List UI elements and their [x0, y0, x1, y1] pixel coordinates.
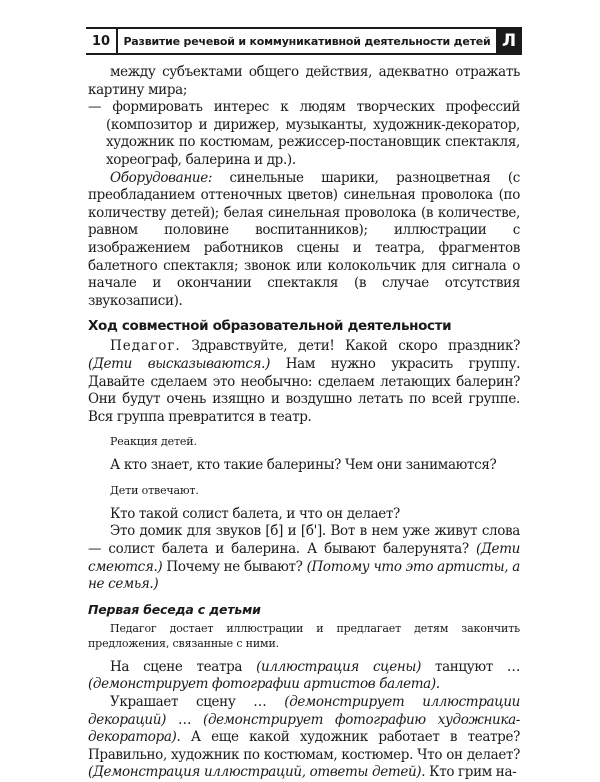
list-item: — формировать интерес к людям творческих профессий (композитор и дирижер, музыканты, художник-декоратор, художник по костюмам, режиссер-постановщик спектакля, хореограф, балерина и др.). — [88, 99, 520, 168]
speaker-label: Педагог. — [110, 338, 181, 355]
paragraph: Это домик для звуков [б] и [б']. Вот в нем уже живут слова — солист балета и балерина. А бывают балерунята? (Дети смеются.) Почему не бывают? (Потому что это артисты, а не семья.) — [88, 523, 520, 593]
stage-note: Педагог достает иллюстрации и предлагает детям закончить предложения, связанные с ними. — [88, 621, 520, 650]
paragraph: А кто знает, кто такие балерины? Чем они занимаются? — [110, 457, 497, 474]
equipment-label: Оборудование: — [110, 169, 213, 186]
stage-note: Дети отвечают. — [110, 483, 199, 497]
stage-note: Реакция детей. — [110, 435, 197, 449]
paragraph: между субъектами общего действия, адекватно отражать картину мира; — [88, 64, 520, 98]
paragraph: Педагог. Здравствуйте, дети! Какой скоро праздник? (Дети высказываются.) Нам нужно украсить группу. Давайте сделаем это необычно: сделаем летающих балерин? Они будут очень изящно и воздушно летать по всей группе. Вся группа превратится в театр. — [88, 338, 521, 425]
paragraph: Украшает сцену … (демонстрирует иллюстрации декораций) … (демонстрирует фотографию художника-декоратора). А еще какой художник работает в театре? Правильно, художник по костюмам, костюмер. Что он делает? (Демонстрация иллюстраций, ответы детей). Кто грим на- — [88, 694, 521, 781]
equipment-paragraph: Оборудование: синельные шарики, разноцветная (с преобладанием оттеночных цветов) синельная проволока (по количеству детей); белая синельная проволока (в количестве, равном половине воспитанников); иллюстрации с изображением работников сцены и театра, фрагментов балетного спектакля; звонок или колокольчик для сигнала о начале и окончании спектакля (в случае отсутствия звукозаписи). — [88, 169, 520, 309]
running-title: Развитие речевой и коммуникативной деятельности детей — [123, 34, 491, 48]
paragraph: Кто такой солист балета, и что он делает? — [110, 505, 400, 522]
running-header — [86, 27, 522, 55]
page-body — [88, 64, 520, 782]
paragraph: На сцене театра (иллюстрация сцены) танцуют … (демонстрирует фотографии артистов балета). — [88, 658, 520, 693]
section-letter-tab: Л — [496, 29, 522, 53]
section-heading: Ход совместной образовательной деятельности — [88, 318, 452, 335]
subsection-heading: Первая беседа с детьми — [88, 601, 261, 617]
page-number: 10 — [86, 29, 118, 53]
